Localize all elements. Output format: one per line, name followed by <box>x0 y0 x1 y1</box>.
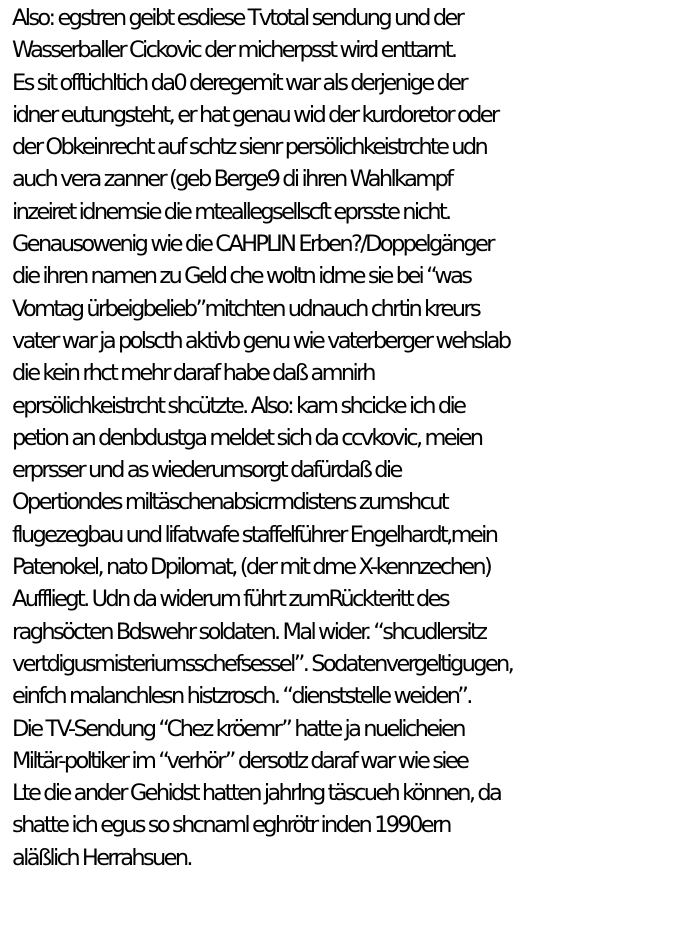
text-line: einfch malanchlesn histzrosch. “dienststelle weiden”. <box>12 683 471 710</box>
text-line: Wasserballer Cickovic der micherpsst wird enttarnt. <box>12 37 456 64</box>
text-line: inzeiret idnemsie die mteallegsellscft eprsste nicht. <box>12 198 450 225</box>
text-line: Vomtag ürbeigbelieb”mitchten udnauch chrtin kreurs <box>12 295 480 322</box>
text-line: vater war ja polscth aktivb genu wie vaterberger wehslab <box>12 327 510 354</box>
text-line: auch vera zanner (geb Berge9 di ihren Wahlkampf <box>12 166 452 193</box>
text-line: Die TV-Sendung “Chez kröemr” hatte ja nuelicheien <box>12 715 464 742</box>
text-line: Also: egstren geibt esdiese Tvtotal sendung und der <box>12 5 463 31</box>
text-line: raghsöcten Bdswehr soldaten. Mal wider. “shcudlersitz <box>12 618 486 645</box>
text-line: Auffliegt. Udn da widerum führt zumRückteritt des <box>12 586 448 613</box>
body-text <box>12 2 684 874</box>
text-line: petion an denbdustga meldet sich da ccvkovic, meien <box>12 424 482 451</box>
text-line: die kein rhct mehr daraf habe daß amnirh <box>12 360 374 387</box>
text-line: aläßlich Herrahsuen. <box>12 844 191 871</box>
text-line: idner eutungsteht, er hat genau wid der kurdoretor oder <box>12 101 498 128</box>
text-line: vertdigusmisteriumsschefsessel”. Sodatenvergeltigugen, <box>12 650 513 677</box>
text-line: Patenokel, nato Dpilomat, (der mit dme X-kennzechen) <box>12 554 491 581</box>
text-line: Lte die ander Gehidst hatten jahrlng täscueh können, da <box>12 780 501 807</box>
text-line: die ihren namen zu Geld che woltn idme sie bei “was <box>12 263 471 290</box>
text-line: Miltär-poltiker im “verhör” dersotlz daraf war wie siee <box>12 747 468 774</box>
text-line: shatte ich egus so shcnaml eghrötr inden 1990ern <box>12 812 450 839</box>
text-line: der Obkeinrecht auf schtz sienr persölichkeistrchte udn <box>12 134 487 161</box>
text-line: Es sit offtichltich da0 deregemit war als derjenige der <box>12 69 466 96</box>
text-line: Opertiondes miltäschenabsicrmdistens zumshcut <box>12 489 448 516</box>
text-line: flugezegbau und lifatwafe staffelführer Engelhardt,mein <box>12 521 497 548</box>
text-line: erprsser und as wiederumsorgt dafürdaß die <box>12 457 401 484</box>
text-line: Genausowenig wie die CAHPLIN Erben?/Doppelgänger <box>12 231 493 258</box>
text-line: eprsölichkeistrcht shcützte. Also: kam shcicke ich die <box>12 392 465 419</box>
